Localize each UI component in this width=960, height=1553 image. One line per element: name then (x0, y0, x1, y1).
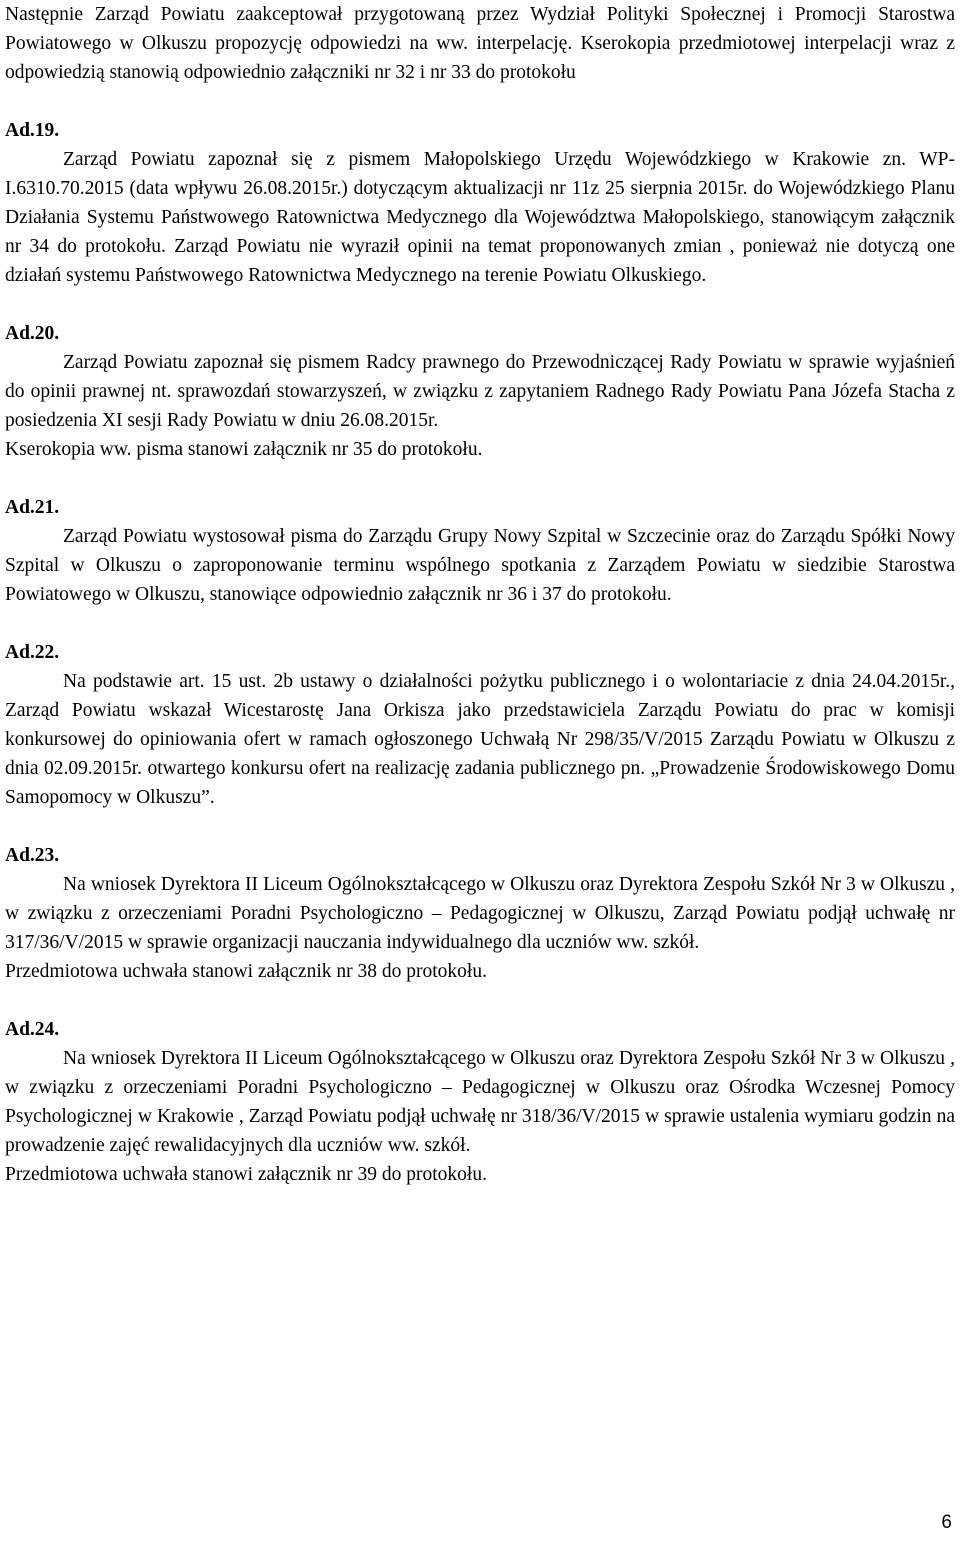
intro-block (5, 0, 955, 87)
document-page (5, 0, 955, 1189)
section-body: Zarząd Powiatu zapoznał się z pismem Małopolskiego Urzędu Wojewódzkiego w Krakowie zn. WP-I.6310.70.2015 (data wpływu 26.08.2015r.) dotyczącym aktualizacji nr 11z 25 sierpnia 2015r. do Wojewódzkiego Planu Działania Systemu Państwowego Ratownictwa Medycznego dla Województwa Małopolskiego, stanowiącym załącznik nr 34 do protokołu. Zarząd Powiatu nie wyraził opinii na temat proponowanych zmian , ponieważ nie dotyczą one działań systemu Państwowego Ratownictwa Medycznego na terenie Powiatu Olkuskiego. (5, 149, 955, 286)
section-note: Przedmiotowa uchwała stanowi załącznik nr 38 do protokołu. (5, 961, 487, 982)
section-ad22 (5, 638, 955, 812)
page-number: 6 (941, 1512, 952, 1533)
section-body: Na wniosek Dyrektora II Liceum Ogólnokształcącego w Olkuszu oraz Dyrektora Zespołu Szkół Nr 3 w Olkuszu , w związku z orzeczeniami Poradni Psychologiczno – Pedagogicznej w Olkuszu, Zarząd Powiatu podjął uchwałę nr 317/36/V/2015 w sprawie organizacji nauczania indywidualnego dla uczniów ww. szkół. (5, 874, 955, 953)
section-heading: Ad.19. (5, 120, 60, 141)
section-heading: Ad.23. (5, 845, 60, 866)
section-heading: Ad.20. (5, 323, 60, 344)
section-ad21 (5, 493, 955, 609)
section-heading: Ad.21. (5, 497, 60, 518)
section-body: Zarząd Powiatu zapoznał się pismem Radcy prawnego do Przewodniczącej Rady Powiatu w sprawie wyjaśnień do opinii prawnej nt. sprawozdań stowarzyszeń, w związku z zapytaniem Radnego Rady Powiatu Pana Józefa Stacha z posiedzenia XI sesji Rady Powiatu w dniu 26.08.2015r. (5, 352, 955, 431)
section-heading: Ad.22. (5, 642, 60, 663)
section-body: Zarząd Powiatu wystosował pisma do Zarządu Grupy Nowy Szpital w Szczecinie oraz do Zarządu Spółki Nowy Szpital w Olkuszu o zaproponowanie terminu wspólnego spotkania z Zarządem Powiatu w siedzibie Starostwa Powiatowego w Olkuszu, stanowiące odpowiednio załącznik nr 36 i 37 do protokołu. (5, 526, 955, 605)
section-ad23 (5, 841, 955, 986)
section-body: Na podstawie art. 15 ust. 2b ustawy o działalności pożytku publicznego i o wolontariacie z dnia 24.04.2015r., Zarząd Powiatu wskazał Wicestarostę Jana Orkisza jako przedstawiciela Zarządu Powiatu do prac w komisji konkursowej do opiniowania ofert w ramach ogłoszonego Uchwałą Nr 298/35/V/2015 Zarządu Powiatu w Olkuszu z dnia 02.09.2015r. otwartego konkursu ofert na realizację zadania publicznego pn. „Prowadzenie Środowiskowego Domu Samopomocy w Olkuszu”. (5, 671, 955, 808)
section-note: Kserokopia ww. pisma stanowi załącznik nr 35 do protokołu. (5, 439, 483, 460)
section-ad24 (5, 1015, 955, 1189)
section-body: Na wniosek Dyrektora II Liceum Ogólnokształcącego w Olkuszu oraz Dyrektora Zespołu Szkół Nr 3 w Olkuszu , w związku z orzeczeniami Poradni Psychologiczno – Pedagogicznej w Olkuszu oraz Ośrodka Wczesnej Pomocy Psychologicznej w Krakowie , Zarząd Powiatu podjął uchwałę nr 318/36/V/2015 w sprawie ustalenia wymiaru godzin na prowadzenie zajęć rewalidacyjnych dla uczniów ww. szkół. (5, 1048, 955, 1156)
intro-paragraph: Następnie Zarząd Powiatu zaakceptował przygotowaną przez Wydział Polityki Społecznej i Promocji Starostwa Powiatowego w Olkuszu propozycję odpowiedzi na ww. interpelację. Kserokopia przedmiotowej interpelacji wraz z odpowiedzią stanowią odpowiednio załączniki nr 32 i nr 33 do protokołu (5, 4, 955, 83)
section-ad19 (5, 116, 955, 290)
section-ad20 (5, 319, 955, 464)
section-note: Przedmiotowa uchwała stanowi załącznik nr 39 do protokołu. (5, 1164, 487, 1185)
section-heading: Ad.24. (5, 1019, 60, 1040)
